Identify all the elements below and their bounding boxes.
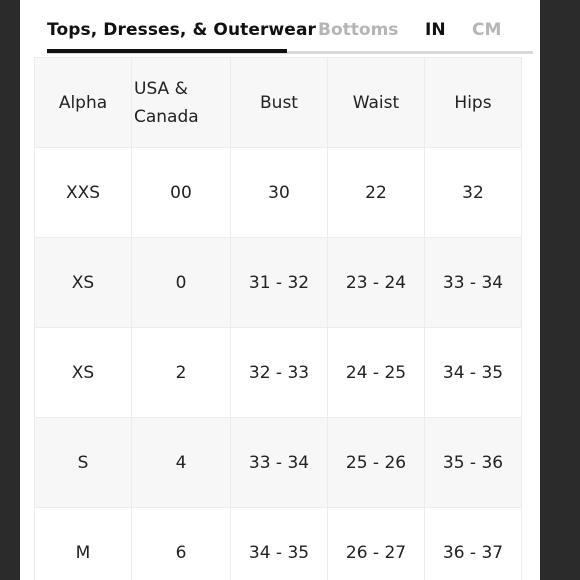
table-header-row xyxy=(35,58,522,148)
cell-hips: 34 - 35 xyxy=(425,328,522,418)
table-row xyxy=(35,328,522,418)
cell-alpha: XS xyxy=(35,328,132,418)
header-hips: Hips xyxy=(425,58,522,148)
cell-bust: 31 - 32 xyxy=(231,238,328,328)
cell-bust: 33 - 34 xyxy=(231,418,328,508)
header-bust: Bust xyxy=(231,58,328,148)
cell-bust: 32 - 33 xyxy=(231,328,328,418)
unit-toggle-cm[interactable]: CM xyxy=(472,20,502,40)
cell-bust: 34 - 35 xyxy=(231,508,328,580)
header-waist: Waist xyxy=(328,58,425,148)
cell-waist: 23 - 24 xyxy=(328,238,425,328)
size-chart-tabs xyxy=(20,0,540,56)
tab-bottoms[interactable]: Bottoms xyxy=(318,20,399,40)
active-tab-indicator xyxy=(47,49,287,53)
cell-waist: 22 xyxy=(328,148,425,238)
cell-waist: 26 - 27 xyxy=(328,508,425,580)
cell-hips: 32 xyxy=(425,148,522,238)
cell-hips: 35 - 36 xyxy=(425,418,522,508)
cell-usa-canada: 2 xyxy=(132,328,231,418)
cell-hips: 33 - 34 xyxy=(425,238,522,328)
table-row xyxy=(35,508,522,580)
table-row xyxy=(35,418,522,508)
cell-waist: 25 - 26 xyxy=(328,418,425,508)
header-alpha: Alpha xyxy=(35,58,132,148)
table-row xyxy=(35,238,522,328)
cell-alpha: XS xyxy=(35,238,132,328)
cell-usa-canada: 0 xyxy=(132,238,231,328)
cell-alpha: XXS xyxy=(35,148,132,238)
unit-toggle-in[interactable]: IN xyxy=(425,20,446,40)
cell-alpha: M xyxy=(35,508,132,580)
cell-usa-canada: 4 xyxy=(132,418,231,508)
header-usa-canada: USA & Canada xyxy=(132,58,231,148)
cell-waist: 24 - 25 xyxy=(328,328,425,418)
cell-hips: 36 - 37 xyxy=(425,508,522,580)
size-chart-table xyxy=(34,57,522,580)
cell-alpha: S xyxy=(35,418,132,508)
tab-tops-dresses-outerwear[interactable]: Tops, Dresses, & Outerwear xyxy=(47,20,316,40)
cell-usa-canada: 6 xyxy=(132,508,231,580)
cell-bust: 30 xyxy=(231,148,328,238)
size-chart-panel xyxy=(20,0,540,580)
cell-usa-canada: 00 xyxy=(132,148,231,238)
table-row xyxy=(35,148,522,238)
